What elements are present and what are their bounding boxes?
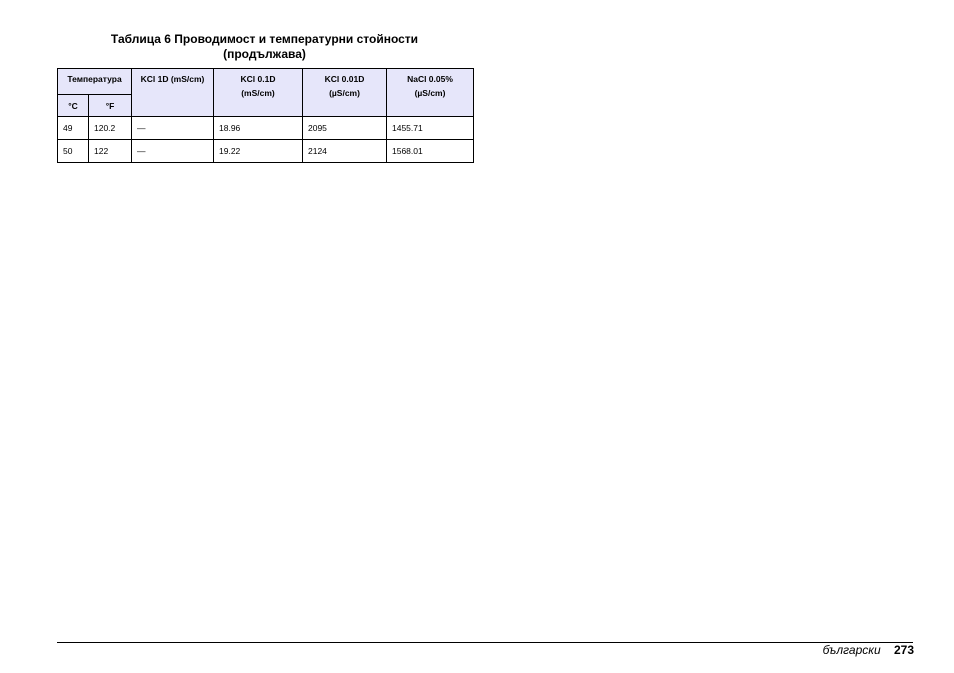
- cell-kcl-01d: 19.22: [214, 140, 303, 163]
- table-row: [58, 117, 474, 140]
- cell-fahrenheit: 122: [89, 140, 132, 163]
- table-caption: [57, 32, 472, 62]
- header-nacl-label: NaCl 0.05%: [407, 74, 453, 84]
- cell-fahrenheit: 120.2: [89, 117, 132, 140]
- header-temperature: Температура: [58, 69, 132, 95]
- footer-divider: [57, 642, 913, 643]
- cell-kcl-1d: —: [132, 140, 214, 163]
- header-celsius: °C: [58, 95, 89, 117]
- page-footer: [823, 643, 914, 658]
- cell-kcl-01d: 18.96: [214, 117, 303, 140]
- conductivity-table: [57, 68, 474, 163]
- header-kcl-001d-unit: (µS/cm): [329, 88, 360, 98]
- header-fahrenheit: °F: [89, 95, 132, 117]
- caption-title: Таблица 6 Проводимост и температурни стойности: [110, 32, 419, 46]
- cell-kcl-001d: 2124: [303, 140, 387, 163]
- cell-celsius: 49: [58, 117, 89, 140]
- cell-kcl-1d: —: [132, 117, 214, 140]
- header-nacl-unit: (µS/cm): [414, 88, 446, 98]
- header-kcl-001d: [303, 69, 387, 117]
- cell-nacl: 1455.71: [387, 117, 474, 140]
- header-kcl-01d-unit: (mS/cm): [241, 88, 275, 98]
- cell-kcl-001d: 2095: [303, 117, 387, 140]
- cell-nacl: 1568.01: [387, 140, 474, 163]
- cell-celsius: 50: [58, 140, 89, 163]
- footer-language: български: [822, 643, 881, 657]
- header-kcl-01d: [214, 69, 303, 117]
- table-row: [58, 140, 474, 163]
- header-nacl: [387, 69, 474, 117]
- header-kcl-001d-label: KCl 0.01D: [324, 74, 365, 84]
- caption-continued: (продължава): [223, 47, 306, 61]
- header-kcl-1d: KCl 1D (mS/cm): [132, 69, 214, 117]
- page-number: 273: [893, 643, 914, 657]
- header-kcl-01d-label: KCl 0.1D: [240, 74, 276, 84]
